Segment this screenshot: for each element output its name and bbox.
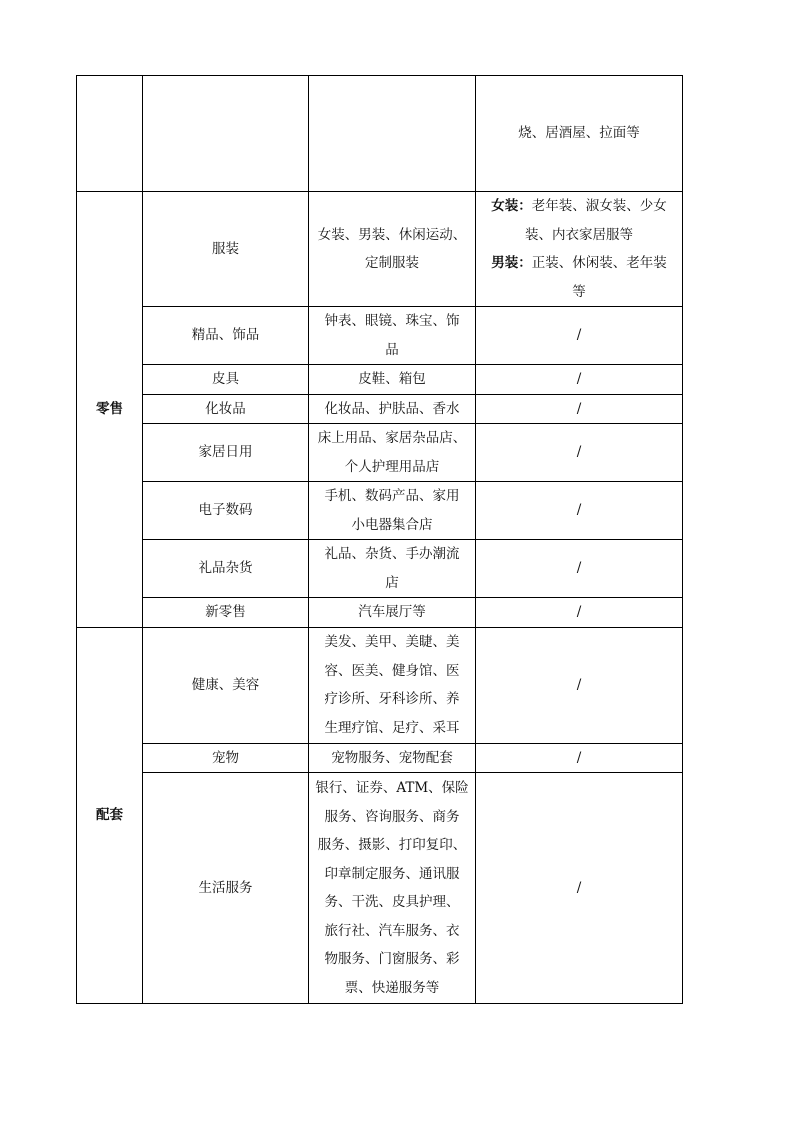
items-line: 礼品、杂货、手办潮流	[324, 546, 460, 562]
items-cell	[309, 482, 476, 540]
note-men-line-2: 等	[572, 283, 586, 300]
items-line: 美发、美甲、美睫、美	[324, 634, 460, 650]
note-cell: /	[476, 394, 683, 424]
items-cell	[309, 394, 476, 424]
items-line: 印章制定服务、通讯服	[324, 865, 460, 882]
table-row	[77, 773, 683, 1004]
women-label: 女装：	[491, 198, 532, 214]
note-text: 烧、居酒屋、拉面等	[518, 125, 640, 142]
type-cell: 化妆品	[143, 394, 309, 424]
items-line: 定制服装	[365, 255, 419, 271]
table-row-continued	[77, 76, 683, 192]
items-cell	[309, 307, 476, 365]
table-row	[77, 307, 683, 365]
note-cell: /	[476, 365, 683, 395]
items-cell	[309, 627, 476, 743]
items-cell	[309, 598, 476, 628]
type-cell: 服装	[143, 192, 309, 307]
note-cell	[476, 192, 683, 307]
items-cell	[309, 773, 476, 1004]
items-line: 服务、咨询服务、商务	[324, 808, 460, 825]
type-cell: 健康、美容	[143, 627, 309, 743]
type-cell: 精品、饰品	[143, 307, 309, 365]
items-line: 旅行社、汽车服务、衣	[324, 922, 460, 939]
type-cell: 新零售	[143, 598, 309, 628]
note-cell: /	[476, 598, 683, 628]
men-label: 男装：	[491, 255, 532, 271]
items-line: 女装、男装、休闲运动、	[317, 226, 467, 243]
type-cell: 电子数码	[143, 482, 309, 540]
items-line: 手机、数码产品、家用	[324, 488, 460, 504]
type-cell: 宠物	[143, 743, 309, 773]
items-line: 银行、证券、ATM、保险	[315, 780, 469, 796]
items-cell	[309, 365, 476, 395]
table-row	[77, 192, 683, 307]
category-support: 配套	[77, 627, 143, 1004]
items-line: 物服务、门窗服务、彩	[324, 951, 460, 967]
items-line: 票、快递服务等	[344, 979, 440, 996]
table-row	[77, 627, 683, 743]
items-line: 汽车展厅等	[358, 604, 426, 620]
items-line: 床上用品、家居杂品店、	[317, 430, 467, 446]
type-cell: 家居日用	[143, 424, 309, 482]
items-line: 钟表、眼镜、珠宝、饰	[324, 313, 460, 329]
items-line: 化妆品、护肤品、香水	[324, 400, 460, 417]
table-row	[77, 365, 683, 395]
note-cell: /	[476, 424, 683, 482]
note-cell: /	[476, 773, 683, 1004]
note-cell: /	[476, 482, 683, 540]
items-cell	[309, 424, 476, 482]
items-line: 宠物服务、宠物配套	[331, 749, 453, 766]
items-cell	[309, 743, 476, 773]
note-cell	[476, 76, 683, 192]
items-line: 生理疗馆、足疗、采耳	[324, 719, 460, 736]
table-row	[77, 540, 683, 598]
women-text: 老年装、淑女装、少女	[531, 198, 667, 214]
items-line: 皮鞋、箱包	[358, 371, 426, 387]
type-cell: 礼品杂货	[143, 540, 309, 598]
items-line: 个人护理用品店	[344, 458, 440, 475]
table-row	[77, 743, 683, 773]
items-line: 容、医美、健身馆、医	[324, 662, 460, 679]
note-cell: /	[476, 307, 683, 365]
note-cell: /	[476, 627, 683, 743]
items-cell-empty	[309, 76, 476, 192]
table-row	[77, 424, 683, 482]
note-cell: /	[476, 540, 683, 598]
table-row	[77, 394, 683, 424]
men-text: 正装、休闲装、老年装	[531, 255, 667, 271]
items-line: 品	[385, 341, 399, 358]
items-cell	[309, 192, 476, 307]
note-cell: /	[476, 743, 683, 773]
type-cell: 皮具	[143, 365, 309, 395]
note-men-line	[482, 249, 676, 278]
type-cell: 生活服务	[143, 773, 309, 1004]
table-row	[77, 482, 683, 540]
note-women-line	[482, 192, 676, 221]
items-line: 小电器集合店	[351, 516, 433, 533]
table-row	[77, 598, 683, 628]
items-cell	[309, 540, 476, 598]
items-line: 服务、摄影、打印复印、	[317, 837, 467, 853]
note-women-line-2: 装、内衣家居服等	[525, 226, 633, 243]
type-cell-empty	[143, 76, 309, 192]
items-line: 务、干洗、皮具护理、	[324, 894, 460, 910]
items-line: 疗诊所、牙科诊所、养	[324, 691, 460, 707]
items-line: 店	[385, 574, 399, 591]
business-category-table	[76, 75, 683, 1004]
category-retail: 零售	[77, 192, 143, 628]
category-cell-empty	[77, 76, 143, 192]
